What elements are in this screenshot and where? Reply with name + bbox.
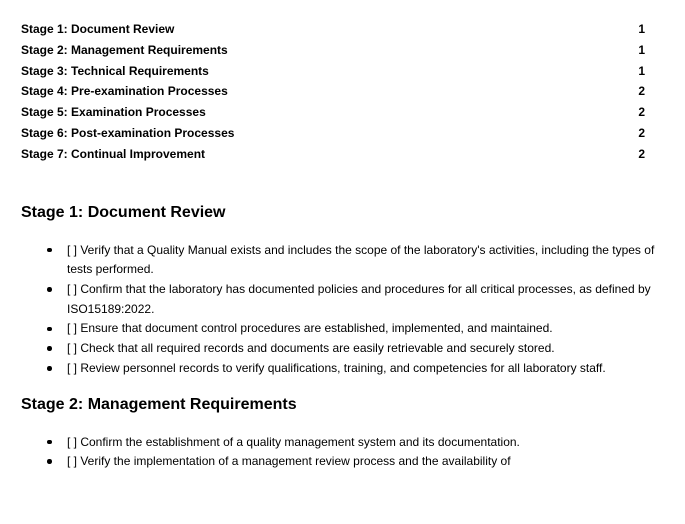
toc-entry-label[interactable]: Stage 7: Continual Improvement (21, 146, 206, 161)
checklist-item-text: [ ] Review personnel records to verify qualifications, training, and competencies for all laboratory staff. (67, 360, 606, 375)
checklist-item (46, 433, 660, 453)
toc-page-number[interactable]: 2 (638, 105, 645, 120)
checklist-item-text: [ ] Verify the implementation of a management review process and the availability of (67, 454, 511, 469)
bullet-icon (47, 248, 52, 253)
toc-entry[interactable] (21, 123, 660, 144)
checklist (21, 433, 660, 472)
toc-entry-label[interactable]: Stage 5: Examination Processes (21, 105, 206, 120)
toc-page-number[interactable]: 1 (638, 42, 645, 57)
checklist-item (46, 280, 660, 319)
checklist-item-text: [ ] Confirm the establishment of a quality management system and its documentation. (67, 434, 520, 449)
toc-page-number[interactable]: 1 (638, 63, 645, 78)
checklist-item (46, 319, 660, 339)
bullet-icon (47, 459, 52, 464)
bullet-icon (47, 327, 52, 332)
toc-page-number[interactable]: 2 (638, 125, 645, 140)
toc-entry-label[interactable]: Stage 2: Management Requirements (21, 42, 228, 57)
checklist-item-text: [ ] Verify that a Quality Manual exists and includes the scope of the laboratory's activities, including the types of tests performed. (67, 242, 655, 277)
checklist-item (46, 339, 660, 359)
table-of-contents (21, 19, 660, 165)
toc-entry[interactable] (21, 61, 660, 82)
checklist-item-text: [ ] Confirm that the laboratory has documented policies and procedures for all critical processes, as defined by ISO15189:2022. (67, 281, 651, 316)
checklist (21, 241, 660, 379)
toc-page-number[interactable]: 2 (638, 84, 645, 99)
bullet-icon (47, 287, 52, 292)
toc-entry-label[interactable]: Stage 4: Pre-examination Processes (21, 84, 228, 99)
toc-entry[interactable] (21, 81, 660, 102)
toc-entry-label[interactable]: Stage 1: Document Review (21, 22, 175, 36)
toc-entry[interactable] (21, 40, 660, 61)
section-heading: Stage 2: Management Requirements (21, 395, 297, 413)
toc-page-number[interactable]: 2 (638, 146, 645, 161)
toc-entry-label[interactable]: Stage 6: Post-examination Processes (21, 125, 235, 140)
toc-entry[interactable] (21, 144, 660, 165)
toc-entry[interactable] (21, 19, 660, 40)
checklist-item (46, 241, 660, 280)
bullet-icon (47, 440, 52, 445)
section-stage-1 (21, 202, 660, 379)
section-heading: Stage 1: Document Review (21, 203, 226, 221)
section-stage-2 (21, 394, 660, 472)
checklist-item (46, 359, 660, 379)
bullet-icon (47, 346, 52, 351)
checklist-item-text: [ ] Check that all required records and documents are easily retrievable and securely stored. (67, 341, 555, 356)
checklist-item (46, 452, 660, 472)
toc-entry-label[interactable]: Stage 3: Technical Requirements (21, 63, 209, 78)
checklist-item-text: [ ] Ensure that document control procedures are established, implemented, and maintained. (67, 321, 553, 336)
bullet-icon (47, 366, 52, 371)
toc-page-number[interactable]: 1 (638, 22, 645, 36)
toc-entry[interactable] (21, 102, 660, 123)
